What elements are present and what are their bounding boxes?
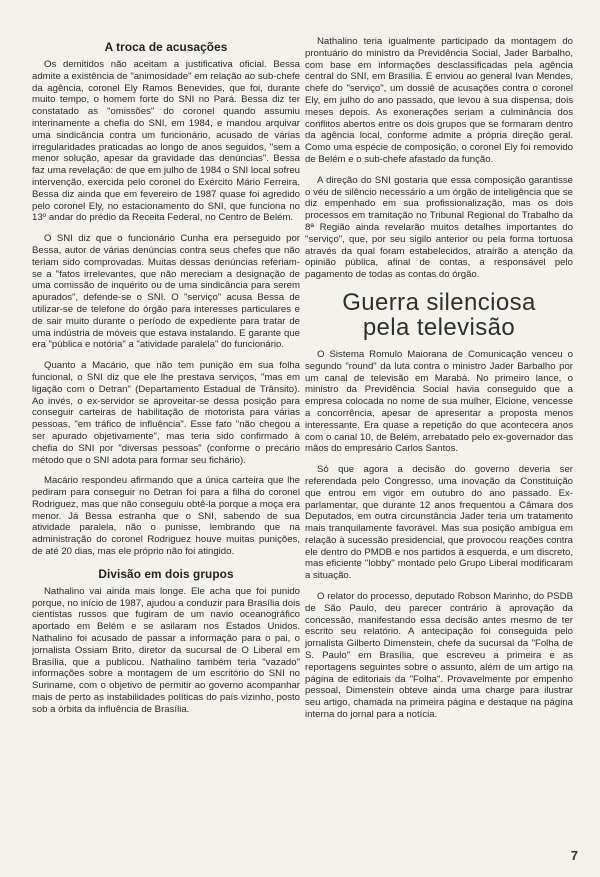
article-paragraph: Só que agora a decisão do governo deveria ser referendada pelo Congresso, uma inovação da Constituição que entrou em vigor em outubro do ano passado. Ex-parlamentar, que durante 12 anos frequentou a Câmara dos Deputados, em outra circunstância Jader teria um tratamento mais tranquilamente favorável. Mas sua posição ambígua em relação à sucessão presidencial, que provocou reações contra ele dentro do PMDB e nos partidos à esquerda, e um discreto, mas eficiente "lobby" montado pelo Grupo Liberal modificaram a situação. xyxy=(305,464,573,582)
article-paragraph: O SNI diz que o funcionário Cunha era perseguido por Bessa, autor de várias denúncias contra seus chefes que não teriam sido comprovadas. Muitas dessas denúncias referiam-se a "fatos irrelevantes, que não mereciam a designação de uma comissão de inquérito ou de uma sindicância para serem apurados", defende-se o SNI. O "serviço" acusa Bessa de utilizar-se de telefone do órgão para interesses particulares e de sair muito durante o período de expediente para tratar de uma indústria de móveis que estava instalando. E garante que era "pública e notória" a "atividade paralela" do funcionário. xyxy=(32,233,300,351)
section-heading-division: Divisão em dois grupos xyxy=(98,566,234,581)
article-paragraph: O Sistema Romulo Maiorana de Comunicação venceu o segundo "round" da luta contra o ministro Jader Barbalho por um canal de televisão em Marabá. No primeiro lance, o ministro da Previdência Social havia conseguido que a empresa colocada no nome de sua mulher, Elcione, vencesse a concorrência, apesar de apresentar a proposta menos interessante. Era quase a repetição do que acontecera anos com o canal 10, de Belém, arrebatado pelo ex-governador das mãos do empresário Carlos Santos. xyxy=(305,348,573,455)
article-paragraph: Macário respondeu afirmando que a única carteira que lhe pediram para conseguir no Detran foi para a filha do coronel Rodriguez, mas que não conseguiu obtê-la porque a moça era menor. Já Bessa estranha que o SNI, sabendo de sua atividade paralela, não o punisse, lembrando que na administração do coronel Rodriguez houve muitas punições, de até 20 dias, mas ele próprio não foi atingido. xyxy=(32,475,300,558)
article-title-line-1: Guerra silenciosa xyxy=(342,288,536,316)
article-paragraph: Quanto a Macário, que não tem punição em sua folha funcional, o SNI diz que ele lhe prestava serviços, "mas em ligação com o Detran" (Departamento Estadual de Trânsito). Ao invés, o ex-servidor se aproveitar-se dessa posição para conseguir carteiras de habilitação de motorista para várias pessoas, "em tráfico de influência". Esse fato "não chegou a ser apurado objetivamente", mas teria sido confirmado à chefia do SNI por "diversas pessoas" (conforme o precário método que o SNI adota para formar seu fichário). xyxy=(32,360,300,466)
article-title-line-2: pela televisão xyxy=(362,313,516,341)
article-paragraph: Os demitidos não aceitam a justificativa oficial. Bessa admite a existência de "animosidade" em relação ao sub-chefe da agência, coronel Ely Ramos Benevides, que foi, durante muito tempo, o homem forte do SNI no Pará. Bessa diz ter constatado as "omissões" do coronel quando assumiu interinamente a chefia do SNI, em 1984, e mandou arquivar uma sindicância contra um funcionário, acusado de várias irregularidades praticadas ao longo de anos seguidos, "sem a menor solução, apesar da gravidade das denúncias". Bessa faz uma revelação: de que em julho de 1984 o SNI local sofreu intervenção, exercida pelo coronel do Exército Mário Ferreira. Bessa diz ainda que em fevereiro de 1987 quase foi agredido pelo coronel Ely, no estacionamento do SNI, que funciona no 13º andar do prédio da Receita Federal, no Centro de Belém. xyxy=(32,59,300,224)
article-paragraph: A direção do SNI gostaria que essa composição garantisse o véu de silêncio necessário a um órgão de inteligência que se diz empenhado em sua profissionalização, mas os dois processos em tramitação no Tribunal Regional do Trabalho da 8ª Região ainda revelarão muitos detalhes importantes do "serviço", que, por seu sigilo anterior ou pela forma tortuosa através da qual foram estabelecidos, atrairão a atenção da opinião pública, afinal de contas, a responsável pelo pagamento de todas as contas do órgão. xyxy=(305,174,573,281)
left-column xyxy=(32,36,300,851)
page-number: 7 xyxy=(570,848,578,863)
article-paragraph: Nathalino teria igualmente participado da montagem do prontuário do ministro da Previdência Social, Jader Barbalho, com base em informações desclassificadas pela agência central do SNI, em Brasília. E enviou ao general Ivan Mendes, chefe do "serviço", um dossiê de acusações contra o coronel Ely, em julho do ano passado, que levou à sua dispensa, dois meses depois. As exonerações seriam a culminância dos conflitos abertos entre os dois grupos que se formaram dentro da agência local, conforme admite a própria direção geral. Como uma espécie de composição, o coronel Ely foi removido de Belém e o sub-chefe afastado da função. xyxy=(305,36,573,165)
right-column xyxy=(305,36,573,851)
section-heading-accusations: A troca de acusações xyxy=(104,40,228,54)
article-paragraph: Nathalino vai ainda mais longe. Ele acha que foi punido porque, no início de 1987, ajudou a conduzir para Brasília dois cientistas russos que fugiram de um navio oceanográfico aportado em Belém e se asilaram nos Estados Unidos. Nathalino foi acusado de passar a informação para o pai, o jornalista Ossiam Brito, diretor da sucursal de O Liberal em Brasília, que a publicou. Nathalino também teria "vazado" informações sobre a montagem de um escritório do SNI no Suriname, com o objetivo de permitir ao governo acompanhar mais de perto as instabilidades políticas do país vizinho, posto sob a órbita da influência de Brasília. xyxy=(32,585,300,715)
article-paragraph: O relator do processo, deputado Robson Marinho, do PSDB de São Paulo, deu parecer contrário à aprovação da concessão, manifestando essa decisão antes mesmo de ter escrito seu relatório. A antecipação foi conseguida pelo jornalista Gilberto Dimenstein, chefe da sucursal da "Folha de S. Paulo" em Brasília, que escreveu a primeira e as reportagens seguintes sobre o assunto, além de um artigo na página de editoriais da "Folha". Provavelmente por empenho pessoal, Dimenstein obteve ainda uma charge para ilustrar seu artigo, chamada na primeira página e destaque na página interna do jornal para a notícia. xyxy=(305,591,573,721)
article-title xyxy=(305,290,573,340)
